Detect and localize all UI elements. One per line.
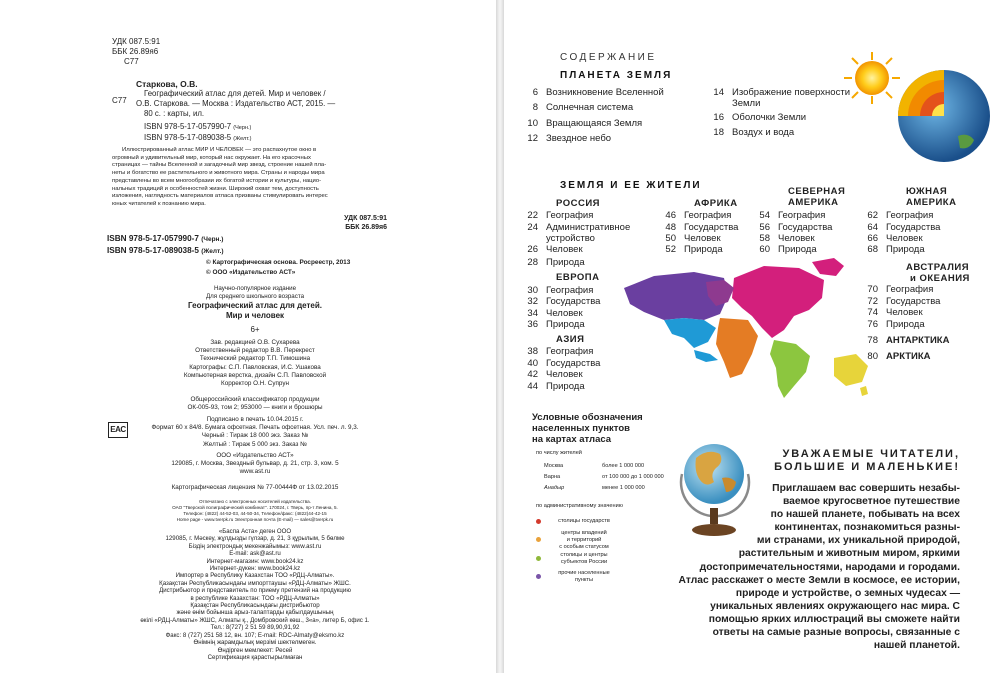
edition-line: Научно-популярное издание	[213, 285, 297, 292]
page-number: 32	[527, 296, 538, 307]
udk-right	[240, 214, 387, 232]
toc-item[interactable]	[514, 210, 593, 221]
page-number: 8	[532, 102, 538, 113]
page-number: 74	[867, 307, 878, 318]
toc-label: Оболочки Земли	[732, 112, 807, 123]
page-number: 40	[527, 358, 538, 369]
page-number: 66	[867, 233, 878, 244]
toc-label: Солнечная система	[546, 102, 634, 113]
page-number: 56	[759, 222, 770, 233]
toc-item[interactable]	[514, 257, 585, 268]
kazakh-line: Тел.: 8(727) 2 51 59 89,90,91,92	[210, 624, 300, 632]
annotation-line: изложения, наглядность материалов атласа призваны стимулировать интерес	[112, 193, 328, 200]
toc-label: География	[886, 210, 934, 221]
toc-item[interactable]	[652, 210, 731, 221]
toc-label: Человек	[886, 233, 923, 244]
isbn: ISBN 978-5-17-089038-5	[144, 133, 232, 142]
toc-item[interactable]	[652, 233, 721, 244]
kazakh-line: Интернет-дүкен: www.book24.kz	[209, 565, 301, 573]
printed-by	[130, 499, 380, 523]
age-rating: 6+	[250, 325, 260, 334]
page-number: 70	[867, 284, 878, 295]
toc-item[interactable]	[514, 87, 664, 98]
page-number: 46	[665, 210, 676, 221]
isbn: ISBN 978-5-17-057990-7	[107, 234, 199, 243]
page-number: 50	[665, 233, 676, 244]
page-number: 38	[527, 346, 538, 357]
toc-item[interactable]	[514, 346, 593, 357]
toc-label: География	[886, 284, 934, 295]
toc-label: Государства	[778, 222, 833, 233]
page-number: 78	[867, 335, 878, 346]
isbn-note: (Черн.)	[233, 125, 252, 131]
author-mark: С77	[124, 57, 139, 66]
kazakh-line: «Баспа Аста» деген ООО	[218, 528, 292, 535]
legend-by-admin: по административному значению	[536, 503, 623, 509]
catalog-line: Географический атлас для детей. Мир и человек /	[144, 89, 326, 98]
toc-label: Природа	[886, 244, 925, 255]
book-gutter	[496, 0, 504, 673]
toc-label: Природа	[546, 257, 585, 268]
page-number: 58	[759, 233, 770, 244]
printer-line: Отпечатано с электронных носителей издательства.	[198, 499, 311, 504]
toc-item[interactable]	[514, 296, 600, 307]
legend-admin-label	[544, 552, 624, 566]
toc-item[interactable]	[854, 244, 925, 255]
welcome-text	[664, 482, 960, 652]
credit-line: Зав. редакцией О.В. Сухарева	[210, 339, 300, 346]
contents-title: СОДЕРЖАНИЕ	[560, 52, 657, 63]
page-number: 24	[527, 222, 538, 233]
credit-line: Картографы: С.П. Павловская, И.С. Ушакова	[189, 363, 321, 371]
annotation-line: нальных традиций и особенностей жизни. Широкий охват тем, доступность	[112, 185, 319, 192]
welcome-line: нашей планетой.	[873, 640, 960, 652]
isbn-small	[144, 122, 252, 144]
kazakh-line: Біздің электрондық мекенжайымыз: www.ast.ru	[188, 542, 322, 550]
toc-label: География	[684, 210, 732, 221]
udk-code: УДК 087.5:91	[112, 37, 161, 46]
page-number: 12	[527, 133, 538, 144]
kazakh-line: Импортер в Республику Казахстан ТОО «РДЦ-Алматы».	[175, 572, 335, 580]
classifier-line: ОК-005-93, том 2; 953000 — книги и брошюры	[187, 404, 323, 412]
udk-code: УДК 087.5:91	[344, 215, 387, 222]
toc-label: Возникновение Вселенной	[546, 87, 664, 98]
toc-label: География	[778, 210, 826, 221]
africa-heading: АФРИКА	[694, 198, 738, 209]
toc-item[interactable]	[700, 112, 806, 123]
page-number: 10	[527, 118, 538, 129]
toc-label: География	[546, 285, 594, 296]
toc-label: Государства	[684, 222, 739, 233]
toc-label: География	[546, 210, 594, 221]
print-line: Черный : Тираж 18 000 экз. Заказ №	[201, 432, 309, 440]
page-number: 42	[527, 369, 538, 380]
welcome-line: ваемое кругосветное путешествие	[782, 496, 960, 508]
annotation-line: представлены во всем многообразии их богатой истории и культуры, нацио-	[112, 177, 322, 184]
toc-label: Природа	[546, 319, 585, 330]
label-line: пункты	[574, 577, 593, 583]
toc-item[interactable]	[854, 210, 933, 221]
annotation-line: огромный и удивительный мир, который нас окружает. На его красочных	[112, 154, 311, 161]
page-number: 16	[713, 112, 724, 123]
kazakh-line: в республике Казахстан: ТОО «РДЦ-Алматы»	[190, 594, 320, 602]
edition-line: Для среднего школьного возраста	[205, 293, 305, 300]
print-line: Формат 60 х 84/8. Бумага офсетная. Печать офсетная. Усл. печ. л. 9,3.	[151, 424, 359, 432]
title-line: Географический атлас для детей.	[188, 301, 322, 310]
kazakh-line: Қазақстан Республикасындағы дистрибьютор	[190, 602, 320, 610]
publisher	[130, 452, 380, 477]
earth-core-icon	[888, 66, 1000, 162]
capital-dot-icon	[536, 519, 541, 524]
page-number: 62	[867, 210, 878, 221]
toc-label-cont: устройство	[546, 233, 595, 244]
region-center-dot-icon	[536, 556, 541, 561]
europe-heading: ЕВРОПА	[556, 272, 600, 283]
toc-label: АРКТИКА	[886, 351, 931, 362]
label-line: и территорий	[566, 537, 602, 543]
catalog-line: О.В. Старкова. — Москва : Издательство АСТ, 2015. —	[136, 99, 336, 108]
toc-label: Изображение поверхности	[732, 87, 850, 98]
toc-item[interactable]	[514, 319, 585, 330]
page-number: 34	[527, 308, 538, 319]
catalog-line: 80 с. : карты, ил.	[144, 109, 205, 118]
south-america-heading	[906, 186, 956, 208]
printer-line: Home page - www.tverpk.ru Электронная почта (E-mail) — sales@tverpk.ru	[176, 517, 334, 522]
heading-line: и ОКЕАНИЯ	[910, 273, 970, 284]
credit-line: Корректор О.Н. Супрун	[221, 380, 289, 388]
print-line: Желтый : Тираж 5 000 экз. Заказ №	[203, 440, 307, 448]
toc-label: Государства	[546, 358, 601, 369]
toc-item[interactable]	[700, 127, 794, 138]
kazakh-line: Интернет-магазин: www.book24.kz	[206, 557, 304, 565]
welcome-line: Атлас расскажет о месте Земли в космосе, ее истории,	[678, 574, 960, 586]
legend-pop-value: более 1 000 000	[602, 463, 645, 469]
toc-label: Человек	[546, 244, 583, 255]
welcome-line: помощью ярких иллюстраций вы сможете найти	[708, 613, 960, 625]
russia-heading: РОССИЯ	[556, 198, 600, 209]
kazakh-line: өкілі «РДЦ-Алматы» ЖШС, Алматы қ., Домбровский көш., 3«а», литер Б, офис 1.	[140, 616, 370, 624]
kazakh-block	[130, 528, 380, 661]
publisher-line: 129085, г. Москва, Звездный бульвар, д. 21, стр. 3, ком. 5	[171, 460, 339, 468]
territory-dot-icon	[536, 537, 541, 542]
page-number: 44	[527, 381, 538, 392]
isbn-note: (Желт.)	[233, 136, 252, 142]
copyright-line: © ООО «Издательство АСТ»	[206, 268, 296, 276]
planet-section-title: ПЛАНЕТА ЗЕМЛЯ	[560, 70, 673, 81]
world-map	[624, 258, 874, 406]
copyright-line: © Картографическая основа. Росреестр, 2013	[206, 259, 351, 266]
annotation-line: страницах — тайны Вселенной и загадочный мир звезд, строение нашей пла-	[112, 162, 327, 169]
welcome-title	[754, 448, 960, 474]
catalog-code: С77	[112, 96, 127, 105]
toc-item[interactable]	[514, 102, 633, 113]
legend-by-population: по числу жителей	[536, 450, 582, 456]
toc-label: Административное	[546, 222, 631, 233]
toc-item[interactable]	[514, 285, 593, 296]
legend-pop-value: от 100 000 до 1 000 000	[602, 474, 664, 480]
toc-item[interactable]	[652, 222, 738, 233]
toc-label: Звездное небо	[546, 133, 612, 144]
kazakh-line: және өнім бойынша арыз-талаптарды қабылдаушының	[176, 609, 334, 617]
toc-label: Человек	[546, 308, 583, 319]
print-line: Подписано в печать 10.04.2015 г.	[206, 416, 304, 423]
map-asia	[664, 318, 716, 348]
edition-type	[130, 285, 380, 301]
legend-admin-label	[544, 530, 624, 551]
classifier	[130, 396, 380, 412]
heading-line: АМЕРИКА	[788, 197, 839, 208]
legend-title-line: населенных пунктов	[532, 423, 630, 434]
page-number: 26	[527, 244, 538, 255]
map-oceania	[860, 386, 868, 396]
asia-heading: АЗИЯ	[556, 334, 585, 345]
isbn: ISBN 978-5-17-089038-5	[107, 245, 199, 255]
welcome-line: ответы на самые разные вопросы, связанные с	[712, 627, 960, 639]
toc-item[interactable]	[652, 244, 723, 255]
welcome-line: природе и устройстве, о земных чудесах —	[735, 587, 960, 599]
printer-line: ОАО "Тверской полиграфический комбинат". 170024, г. Тверь, пр-т Ленина, 5.	[172, 505, 338, 510]
welcome-title-line: БОЛЬШИЕ И МАЛЕНЬКИЕ!	[774, 461, 960, 473]
page-number: 52	[665, 244, 676, 255]
heading-line: АМЕРИКА	[906, 197, 957, 208]
toc-label: Человек	[546, 369, 583, 380]
welcome-line: ми странами, их уникальной природой,	[756, 535, 960, 547]
kazakh-line: Дистрибьютор и представитель по приему претензий на продукцию	[159, 587, 351, 595]
toc-item[interactable]	[514, 381, 585, 392]
toc-label: Государства	[886, 222, 941, 233]
toc-item[interactable]	[746, 233, 815, 244]
annotation-line: неты и богатство ее растительного и животного мира. Страны и народы мира	[112, 170, 325, 177]
welcome-line: достопримечательностями, народами и городами.	[699, 561, 960, 573]
welcome-line: по нашей планете, побывать на всех	[770, 509, 960, 521]
legend-pop-name: Варна	[544, 474, 561, 480]
toc-label: Человек	[684, 233, 721, 244]
credit-line: Ответственный редактор В.В. Перекрест	[195, 347, 315, 355]
heading-line: ЮЖНАЯ	[906, 186, 948, 197]
map-greenland	[812, 258, 844, 276]
toc-item[interactable]	[514, 308, 583, 319]
toc-item[interactable]	[514, 118, 642, 129]
right-page	[504, 0, 1000, 673]
page-number: 22	[527, 210, 538, 221]
page-number: 64	[867, 222, 878, 233]
legend-pop-value: менее 1 000 000	[602, 485, 645, 491]
north-america-heading	[788, 186, 845, 208]
legend-title-line: Условные обозначения	[532, 412, 643, 423]
isbn-note: (Черн.)	[201, 236, 224, 243]
kazakh-line: Өндірген мемлекет: Ресей	[217, 646, 293, 654]
toc-item[interactable]	[746, 210, 825, 221]
annotation	[112, 147, 387, 209]
toc-item[interactable]	[700, 87, 850, 98]
map-australia	[834, 354, 868, 386]
annotation-line: юных читателей к познанию мира.	[112, 200, 206, 207]
page-number: 60	[759, 244, 770, 255]
toc-label: Природа	[778, 244, 817, 255]
toc-label: Природа	[886, 319, 925, 330]
toc-label: Государства	[546, 296, 601, 307]
toc-label: Человек	[778, 233, 815, 244]
page-number: 80	[867, 351, 878, 362]
isbn-big	[107, 234, 224, 257]
page-number: 28	[527, 257, 538, 268]
legend-admin-label	[544, 570, 624, 584]
earth-section-title: ЗЕМЛЯ И ЕЕ ЖИТЕЛИ	[560, 180, 702, 191]
catalog-record	[136, 89, 335, 119]
print-data	[130, 416, 380, 449]
label-line: субъектов России	[560, 559, 608, 565]
kazakh-line: Сертификация қарастырылмаған	[207, 653, 303, 661]
toc-item[interactable]	[854, 233, 923, 244]
top-codes	[112, 37, 160, 67]
page-number: 30	[527, 285, 538, 296]
legend-title-line: на картах атласа	[532, 434, 612, 445]
toc-label: Вращающаяся Земля	[546, 118, 643, 129]
welcome-line: Приглашаем вас совершить незабы-	[772, 483, 960, 494]
map-africa	[716, 318, 758, 378]
copyrights	[206, 258, 350, 277]
publisher-line: ООО «Издательство АСТ»	[216, 452, 294, 459]
welcome-line: растительным и животным миром, яркими	[738, 548, 960, 560]
printer-line: Телефон: (4822) 44-52-03, 44-50-34, Телефон/факс: (4822)44-42-15	[183, 511, 327, 516]
toc-item[interactable]	[514, 244, 583, 255]
settlement-dot-icon	[536, 574, 541, 579]
kazakh-line: Өнімнің жарамдылық мерзімі шектелмеген.	[193, 639, 317, 647]
welcome-line: континентах, познакомиться разны-	[774, 522, 960, 534]
page-number: 48	[665, 222, 676, 233]
kazakh-line: Қазақстан Республикасындағы импорттаушы «РДЦ-Алматы» ЖШС.	[159, 579, 351, 587]
page-number: 36	[527, 319, 538, 330]
toc-item[interactable]	[514, 133, 611, 144]
toc-label: География	[546, 346, 594, 357]
page-number: 6	[532, 87, 538, 98]
welcome-line: уникальных явлениях окружающего нас мира. С	[710, 600, 960, 612]
toc-item[interactable]	[514, 222, 630, 233]
map-south-america	[770, 340, 810, 398]
legend-pop-name: Анадыр	[544, 485, 565, 491]
toc-label: Воздух и вода	[732, 127, 795, 138]
credits	[130, 339, 380, 388]
toc-item[interactable]	[746, 244, 817, 255]
toc-label: Человек	[886, 307, 923, 318]
license: Картографическая лицензия № 77-00444Ф от 13.02.2015	[171, 484, 339, 491]
toc-item[interactable]	[746, 222, 832, 233]
author-name: Старкова, О.В.	[136, 79, 198, 89]
legend-admin-label: столицы государств	[558, 518, 610, 524]
kazakh-line: E-mail: ask@ast.ru	[229, 550, 281, 558]
toc-label: Природа	[684, 244, 723, 255]
page-number: 68	[867, 244, 878, 255]
classifier-line: Общероссийский классификатор продукции	[190, 396, 320, 403]
kazakh-line: 129085, г. Мәскеу, жұлдызды гүлзар, д. 21, 3 құрылым, 5 бөлме	[165, 535, 345, 543]
page-number: 72	[867, 296, 878, 307]
toc-label-cont: Земли	[732, 98, 761, 109]
legend-title	[532, 412, 643, 445]
page-number: 14	[713, 87, 724, 98]
toc-label: Природа	[546, 381, 585, 392]
page-number: 18	[713, 127, 724, 138]
label-line: прочие населенные	[558, 570, 610, 576]
annotation-line: Иллюстрированный атлас МИР И ЧЕЛОВЕК — это распахнутое окно в	[122, 147, 317, 153]
page-number: 54	[759, 210, 770, 221]
credit-line: Технический редактор Т.П. Тимошина	[199, 355, 311, 363]
publisher-line: www.ast.ru	[239, 468, 271, 476]
isbn-note: (Желт.)	[201, 247, 224, 255]
eac-mark-icon: EAC	[108, 422, 128, 438]
label-line: столицы и центры	[560, 552, 608, 558]
heading-line: СЕВЕРНАЯ	[788, 186, 846, 197]
toc-label: АНТАРКТИКА	[886, 335, 950, 346]
toc-label: Государства	[886, 296, 941, 307]
heading-line: АВСТРАЛИЯ	[906, 262, 970, 273]
map-south-asia-islands	[694, 350, 718, 362]
kazakh-line: Факс: 8 (727) 251 58 12, вн. 107; E-mail: RDC-Almaty@eksmo.kz	[165, 631, 345, 639]
label-line: центры владений	[561, 530, 607, 536]
credit-line: Компьютерная верстка, дизайн С.П. Павловской	[183, 371, 327, 379]
label-line: с особым статусом	[559, 544, 609, 550]
page-number: 76	[867, 319, 878, 330]
bbk-code: ББК 26.89я6	[345, 224, 387, 231]
australia-heading	[906, 262, 970, 284]
left-page	[0, 0, 496, 673]
toc-item[interactable]	[514, 358, 600, 369]
legend-pop-name: Москва	[544, 463, 564, 469]
bbk-code: ББК 26.89я6	[112, 47, 159, 56]
welcome-title-line: УВАЖАЕМЫЕ ЧИТАТЕЛИ,	[782, 448, 960, 460]
isbn: ISBN 978-5-17-057990-7	[144, 122, 232, 131]
book-title	[130, 301, 380, 320]
title-line: Мир и человек	[225, 310, 285, 320]
toc-item[interactable]	[854, 222, 940, 233]
toc-item[interactable]	[514, 369, 583, 380]
